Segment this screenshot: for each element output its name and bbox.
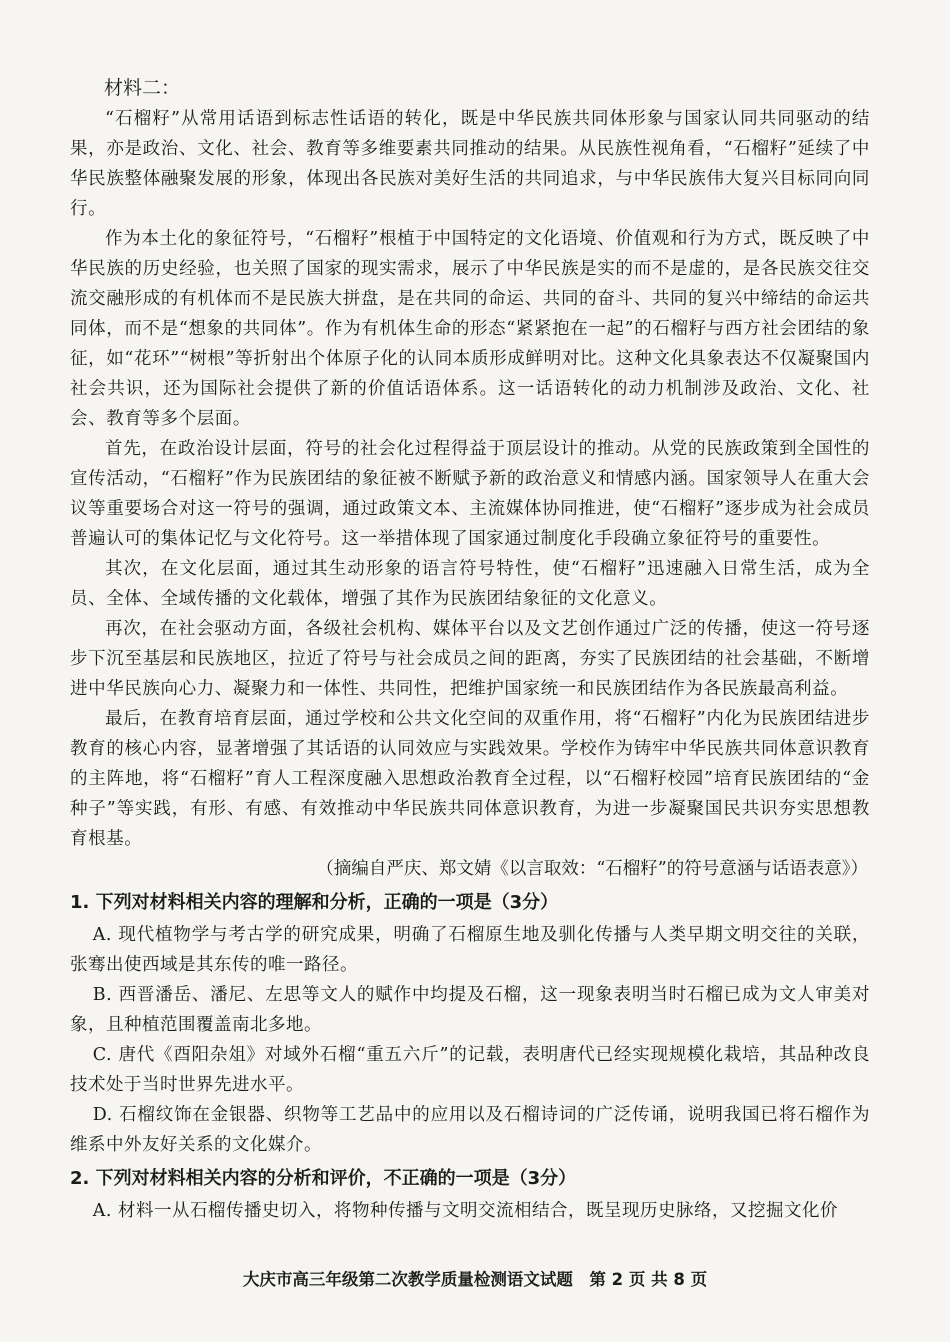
question-1-option-a: A. 现代植物学与考古学的研究成果，明确了石榴原生地及驯化传播与人类早期文明交往的关联，张骞出使西域是其东传的唯一路径。 bbox=[70, 925, 870, 975]
question-1-option-b: B. 西晋潘岳、潘尼、左思等文人的赋作中均提及石榴，这一现象表明当时石榴已成为文人审美对象，且种植范围覆盖南北多地。 bbox=[70, 985, 870, 1035]
question-1-stem: 1. 下列对材料相关内容的理解和分析，正确的一项是（3分） bbox=[70, 892, 559, 913]
question-2-option-a: A. 材料一从石榴传播史切入，将物种传播与文明交流相结合，既呈现历史脉络，又挖掘文化价 bbox=[92, 1201, 839, 1221]
material-paragraph-6: 最后，在教育培育层面，通过学校和公共文化空间的双重作用，将“石榴籽”内化为民族团结进步教育的核心内容，显著增强了其话语的认同效应与实践效果。学校作为铸牢中华民族共同体意识教育的主阵地，将“石榴籽”育人工程深度融入思想政治教育全过程，以“石榴籽校园”培育民族团结的“金种子”等实践，有形、有感、有效推动中华民族共同体意识教育，为进一步凝聚国民共识夯实思想教育根基。 bbox=[70, 709, 870, 849]
material-heading: 材料二： bbox=[104, 77, 181, 99]
material-paragraph-2: 作为本土化的象征符号，“石榴籽”根植于中国特定的文化语境、价值观和行为方式，既反映了中华民族的历史经验，也关照了国家的现实需求，展示了中华民族是实的而不是虚的，是各民族交往交流交融形成的有机体而不是民族大拼盘，是在共同的命运、共同的奋斗、共同的复兴中缔结的命运共同体，而不是“想象的共同体”。作为有机体生命的形态“紧紧抱在一起”的石榴籽与西方社会团结的象征，如“花环”“树根”等折射出个体原子化的认同本质形成鲜明对比。这种文化具象表达不仅凝聚国内社会共识，还为国际社会提供了新的价值话语体系。这一话语转化的动力机制涉及政治、文化、社会、教育等多个层面。 bbox=[70, 229, 870, 429]
material-paragraph-1: “石榴籽”从常用话语到标志性话语的转化，既是中华民族共同体形象与国家认同共同驱动的结果，亦是政治、文化、社会、教育等多维要素共同推动的结果。从民族性视角看，“石榴籽”延续了中华民族整体融聚发展的形象，体现出各民族对美好生活的共同追求，与中华民族伟大复兴目标同向同行。 bbox=[70, 109, 870, 219]
material-paragraph-5: 再次，在社会驱动方面，各级社会机构、媒体平台以及文艺创作通过广泛的传播，使这一符号逐步下沉至基层和民族地区，拉近了符号与社会成员之间的距离，夯实了民族团结的社会基础，不断增进中华民族向心力、凝聚力和一体性、共同性，把维护国家统一和民族团结作为各民族最高利益。 bbox=[70, 619, 870, 699]
page-footer: 大庆市高三年级第二次教学质量检测语文试题 第 2 页 共 8 页 bbox=[242, 1270, 708, 1289]
page-content bbox=[70, 74, 870, 1226]
question-1-option-d: D. 石榴纹饰在金银器、织物等工艺品中的应用以及石榴诗词的广泛传诵，说明我国已将石榴作为维系中外友好关系的文化媒介。 bbox=[70, 1105, 870, 1155]
material-paragraph-3: 首先，在政治设计层面，符号的社会化过程得益于顶层设计的推动。从党的民族政策到全国性的宣传活动，“石榴籽”作为民族团结的象征被不断赋予新的政治意义和情感内涵。国家领导人在重大会议等重要场合对这一符号的强调，通过政策文本、主流媒体协同推进，使“石榴籽”逐步成为社会成员普遍认可的集体记忆与文化符号。这一举措体现了国家通过制度化手段确立象征符号的重要性。 bbox=[70, 439, 870, 549]
question-1-option-c: C. 唐代《酉阳杂俎》对域外石榴“重五六斤”的记载，表明唐代已经实现规模化栽培，其品种改良技术处于当时世界先进水平。 bbox=[70, 1045, 870, 1095]
material-paragraph-4: 其次，在文化层面，通过其生动形象的语言符号特性，使“石榴籽”迅速融入日常生活，成为全员、全体、全域传播的文化载体，增强了其作为民族团结象征的文化意义。 bbox=[70, 559, 870, 609]
material-source: （摘编自严庆、郑文婧《以言取效：“石榴籽”的符号意涵与话语表意》） bbox=[316, 859, 868, 879]
question-2-stem: 2. 下列对材料相关内容的分析和评价，不正确的一项是（3分） bbox=[70, 1168, 577, 1189]
